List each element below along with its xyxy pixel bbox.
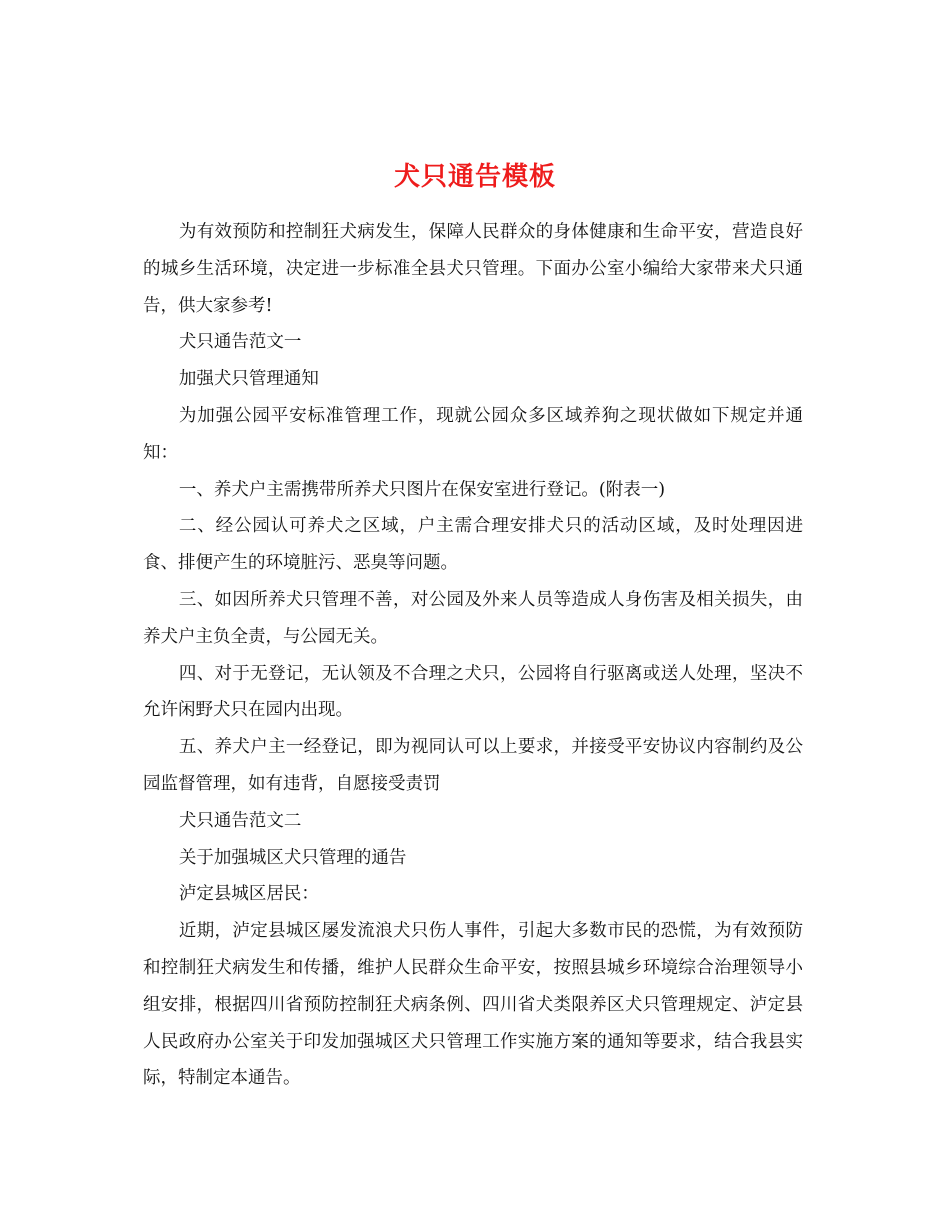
notice-title-1: 加强犬只管理通知 (178, 369, 319, 390)
document-body (143, 214, 803, 1097)
rule-item-4: 四、对于无登记，无认领及不合理之犬只，公园将自行驱离或送人处理，坚决不允许闲野犬只在园内出现。 (143, 663, 803, 721)
section-heading-sample-1: 犬只通告范文一 (178, 332, 302, 353)
section-heading-sample-2: 犬只通告范文二 (178, 810, 302, 831)
rule-item-2: 二、经公园认可养犬之区域，户主需合理安排犬只的活动区域，及时处理因进食、排便产生的环境脏污、恶臭等问题。 (143, 516, 803, 574)
notice-title-2: 关于加强城区犬只管理的通告 (178, 847, 407, 868)
paragraph-notice-1-intro: 为加强公园平安标准管理工作，现就公园众多区域养狗之现状做如下规定并通知： (143, 405, 803, 463)
rule-item-3: 三、如因所养犬只管理不善，对公园及外来人员等造成人身伤害及相关损失，由养犬户主负全责，与公园无关。 (143, 589, 803, 647)
document-title: 犬只通告模板 (393, 162, 556, 193)
paragraph-intro: 为有效预防和控制狂犬病发生，保障人民群众的身体健康和生命平安，营造良好的城乡生活环境，决定进一步标准全县犬只管理。下面办公室小编给大家带来犬只通告，供大家参考! (143, 222, 803, 316)
salutation: 泸定县城区居民： (178, 884, 319, 905)
rule-item-5: 五、养犬户主一经登记，即为视同认可以上要求，并接受平安协议内容制约及公园监督管理，如有违背，自愿接受责罚 (143, 737, 803, 794)
paragraph-notice-2-body: 近期，泸定县城区屡发流浪犬只伤人事件，引起大多数市民的恐慌，为有效预防和控制狂犬病发生和传播，维护人民群众生命平安，按照县城乡环境综合治理领导小组安排，根据四川省预防控制狂犬病条例、四川省犬类限养区犬只管理规定、泸定县人民政府办公室关于印发加强城区犬只管理工作实施方案的通知等要求，结合我县实际，特制定本通告。 (143, 921, 803, 1089)
rule-item-1: 一、养犬户主需携带所养犬只图片在保安室进行登记。(附表一) (178, 479, 666, 500)
